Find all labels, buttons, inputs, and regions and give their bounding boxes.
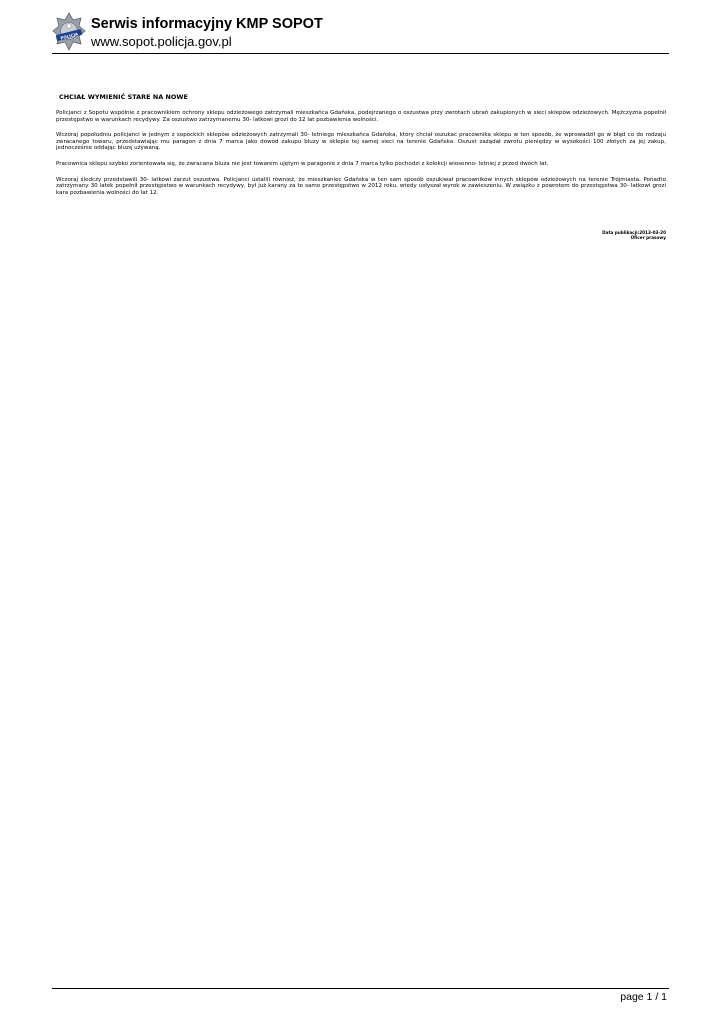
article-paragraph: Policjanci z Sopotu wspólnie z pracownikiem ochrony sklepu odzieżowego zatrzymali mieszkańca Gdańska, podejrzanego o oszustwa przy zwrotach ubrań zakupionych w sieci sklepów odzieżowych. Mężczyzna popełnił przestępstwo w warunkach recydywy. Za oszustwo zatrzymanemu 30- latkowi grozi do 12 lat pozbawienia wolności.	[56, 110, 666, 123]
page-number: page 1 / 1	[620, 991, 667, 1003]
article-paragraph: Wczoraj popołudniu policjanci w jednym z sopockich sklepów odzieżowych zatrzymali 30- letniego mieszkańca Gdańska, który chciał oszukać pracownika sklepu w ten sposób, że wprowadził go w błąd co do rodzaju zwracanego towaru, przedstawiając mu paragon z dnia 7 marca jako dowód zakupu bluzy w sklepie tej samej sieci na terenie Gdańska. Oszust zażądał zwrotu pieniędzy w wysokości 100 złotych za jej zakup, jednocześnie oddając bluzę używaną.	[56, 132, 666, 152]
page-header	[52, 12, 669, 52]
article-paragraph: Wczoraj śledczy przedstawili 30- latkowi zarzut oszustwa. Policjanci ustalili również, że mieszkaniec Gdańska w ten sam sposób oszukiwał pracowników innych sklepów odzieżowych na terenie Trójmiasta. Ponadto zatrzymany 30 latek popełnił przestępstwo w warunkach recydywy, był już karany za to samo przestępstwo w 2012 roku, wtedy usłyszał wyrok w zawieszeniu. W związku z powrotem do przestępstwa 30- latkowi grozi kara pozbawienia wolności do lat 12.	[56, 176, 666, 196]
logo-text: POLICJA	[59, 31, 79, 41]
article-title: CHCIAŁ WYMIENIĆ STARE NA NOWE	[59, 93, 188, 101]
article	[56, 93, 666, 196]
footer-divider	[52, 988, 669, 989]
site-title: Serwis informacyjny KMP SOPOT	[91, 16, 323, 32]
site-url[interactable]: www.sopot.policja.gov.pl	[91, 34, 232, 49]
publication-meta	[602, 230, 666, 240]
publication-date: Data publikacji:2013-03-20	[602, 230, 666, 235]
article-paragraph: Pracownica sklepu szybko zorientowała się, że zwracana bluza nie jest towarem ujętym w paragonie z dnia 7 marca tylko pochodzi z kolekcji wiosenno- letniej z przed dwóch lat.	[56, 160, 549, 167]
header-divider	[52, 53, 669, 54]
publication-author: Oficer prasowy	[630, 235, 666, 240]
police-star-badge-icon	[52, 12, 86, 52]
